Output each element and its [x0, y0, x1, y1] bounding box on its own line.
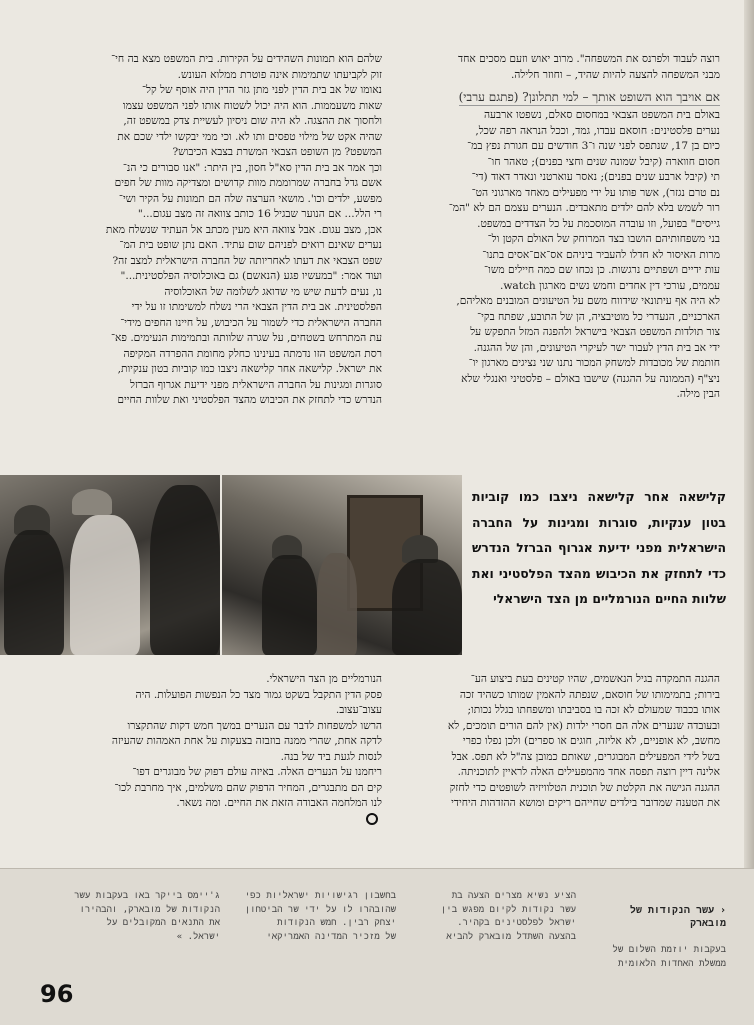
footnote-arrow-icon: ‹: [713, 904, 726, 916]
footnote-1: [598, 890, 726, 985]
footnote-2: הציע נשיא מצרים הצעה בת עשר נקודות לקיום מפגש בין ישראל לפלסטינים בקהיר. בהצעה השתדל מובארק להביא: [440, 891, 576, 942]
body-paragraph: באולם בית המשפט הצבאי במחסום סאלם, נשפטו ארבעה נערים פלסטינים: חוסאם עבדו, גמד, וככל הנראה רפה שכל, כיום בן 17, שנתפס לפני שנה ו־3 חודשים עם חגורת נפץ במ־ חסום חווארה (קיבל שמונה שנים וחצי בפנים); טאהר חו־ תי (קיבל ארבע שנים בפנים); נאסר עוארטני ונאדר דאוד (די־ נם טרם נגזר), אשר פותו על ידי מפעילים מאחד מארגוני הט־ רור לשמש בלא להם ילדים מתאבדים. הנערים עצמם הם לא "המ־ גייסים" בפועל, וזו עובדה המוסכמת על כל הצדדים במשפט. בני משפחותיהם הושבו בצד המרוחק של האולם הקטן ול־ מרות האיסור לא חדלו להעביר ביניהם אס־אם־אסים בתנו־ עות ידיים ושפתיים נרגשות. כן נכחו שם כמה חיילים משו־ עממים, עורכי דין אחדים וחמש נשים מארגון watch. לא היה אף עיתונאי שידווח משם על הטיעונים המובנים מאליהם, הארכניים, הנעדרי כל מוטיבציה, הן של התובע, שפתח בקי־ צור תולדות המשפט הצבאי בישראל ולהפגה המזל התפקש על ידי אב בית הדין לעבור ישר לעיקרי הטיעונים, והן של ההגנה. חותמת של מכובדות למשחק המכור נתנו שני נציגים מארגון יו־ ניצ"ף (הממונה על ההגנה) שישבו באולם – פלסטיני ואנגלי שלא הבין מילה.: [448, 109, 720, 400]
body-paragraph: הנורמליים מן הצד הישראלי. פסק הדין התקבל בשקט גמור מצד כל הנפשות הפועלות. היה עצוב־עצוב. הרשו למשפחות לדבר עם הנערים במשך חמש דקות שהתקצרו לדקה אחת, שהרי ממנה בוזבזה בצעקות על אחת האמהות שהעיזה לנסות לגעת ביד של בנה. ריחמנו על הנערים האלה. באיזה עולם דפוק של מבוגרים דפו־ קים הם מתבגרים, המחיר הדפוק שהם משלמים, איך מחרבת לכו־ לנו המלחמה האבודה הזאת את החיים. ומה נשאר.: [111, 673, 382, 809]
end-mark-icon: [366, 813, 378, 825]
column-right-bottom: [405, 672, 720, 812]
column-right-top: [405, 52, 720, 403]
photo-soldiers-blindfolded-man: [0, 475, 220, 655]
footnote-title: עשר הנקודות של מובארק: [629, 904, 726, 929]
footnote-3: בחשבון רגישויות ישראליות כפי שהובהרו לו על ידי שר הביטחון יצחק רבין. חמש הנקודות של מזכיר המדינה האמריקאי: [244, 891, 396, 942]
column-left-top: [52, 52, 382, 409]
body-paragraph: שלהם הוא תמונות השהידים על הקירות. בית המשפט מצא בה חי־ זוק לקביעתו שתמימות אינה פוטרת ממלוא העונש. נאומו של אב בית הדין לפני מתן גזר הדין היה אוסף של קל־ שאות משעממות. הוא היה יכול לשטוח אותו לפני המשפט עצמו ולחסוך את ההצגה. לא היה שום ניסיון לעשיית צדק במשפט זה, שהיה אקט של מילוי טפסים ותו לא. וכי ממי יבקשו ילדי שכם את המשפט? מן השופט הצבאי המשרת בצבא הכיבוש? וכך אמר אב בית הדין סא"ל חסון, בין היתר: "אנו סבורים כי הנ־ אשם גדל בחברה שמרוממת מוות קדושים ומצדיקה מוות של חפים מפשע, ילדים וכו'. מושאי הערצה שלה הם תמונות על הקיר ושי־ רי הלל... אם הנוער שבגיל 16 כותב צוואה זה מצב עגום..." אכן, מצב עגום. אבל צוואה היא מעין מכתב אל העתיד שנשלח מאת נערים שאינם רואים לפניהם שום עתיד. האם נתן שופט בית המ־ שפט הצבאי את דעתו לאחריותה של החברה הישראלית למצב זה? ועוד אמר: "במעשיו פגע (הנאשם) גם באוכלוסיה הפלסטינית..." נו, נעים לדעת שיש מי שדואג לשלומה של האוכלוסיה הפלסטינית. אב בית הדין הצבאי הרי נשלח למשימתו זו על ידי החברה הישראלית כדי לשמור על הכיבוש, על חיינו החפים מידי־ עת המתרחש בשטחים, על שגרה שלוותה ובתמימות הנעימים. פא־ רסת המשפט הזו נדמתה בעינינו כחלק מחומת ההפרדה המקיפה את ישראל. קלישאה אחר קלישאה ניצבו כמו קוביות בטון ענקיות, סוגרות ומגינות על החברה הישראלית מפני ידיעת אגרוף הברזל הנדרש כדי לתחזק את הכיבוש מהצד הפלסטיני ואת שלוות החיים: [105, 53, 382, 406]
column-left-bottom: [52, 672, 382, 827]
footnote-text: בעקבות יוזמת השלום של ממשלת האחדות הלאומית: [612, 945, 726, 969]
pull-quote: קלישאה אחר קלישאה ניצבו כמו קוביות בטון ענקיות, סוגרות ומגינות על החברה הישראלית מפני ידיעת אגרוף הברזל הנדרש כדי לתחזק את הכיבוש מהצד הפלסטיני ואת שלוות החיים הנורמליים מן הצד הישראלי: [472, 489, 726, 606]
page-number: 96: [40, 980, 74, 1008]
intro-paragraph: רוצה לעבוד ולפרנס את המשפחה". מרוב יאוש וזעם מסכים אחד מבני המשפחה להצעה להיות שהיד, – וחוזר חלילה.: [458, 53, 720, 81]
body-paragraph: ההגנה התמקדה בגיל הנאשמים, שהיו קטינים בעת ביצוע הע־ בירות; בתמימותו של חוסאם, שנפתה להאמין שמותו כשהיד זכה אותו בכבוד שמעולם לא זכה בו בסביבתו ומשפחתו בגלל נכותו; ובעובדה שנערים אלה הם חסרי ילדות (אין להם הורים תומכים, לא מחשב, לא אופניים, לא אליזה, חוגים או ספרים) ולכן נפלו כפרי בשל לידי המפעילים המבוגרים, שאותם כמובן צה"ל לא תפס. אבל אלינה דיין רוצה תפסה אחד מהמפעילים האלה לראיין לתוכניתה. ההגנה הגישה את הקלטת של תוכנית הטלוויזיה לשופטים כדי לחזק את הטענה שמדובר בילדים שחייהם ריקים ומושא ההזדהות היחידי: [447, 673, 720, 809]
section-subhead: אם אויבך הוא השופט אותך – למי תתלונן? (פתגם ערבי): [458, 90, 720, 104]
footnote-4: ג'יימס בייקר באו בעקבות עשר הנקודות של מובארק, והבהירו את התנאים המקובלים על ישראל. »: [74, 891, 220, 942]
photo-strip: [0, 475, 462, 655]
photo-soldiers-arrest: [222, 475, 462, 655]
